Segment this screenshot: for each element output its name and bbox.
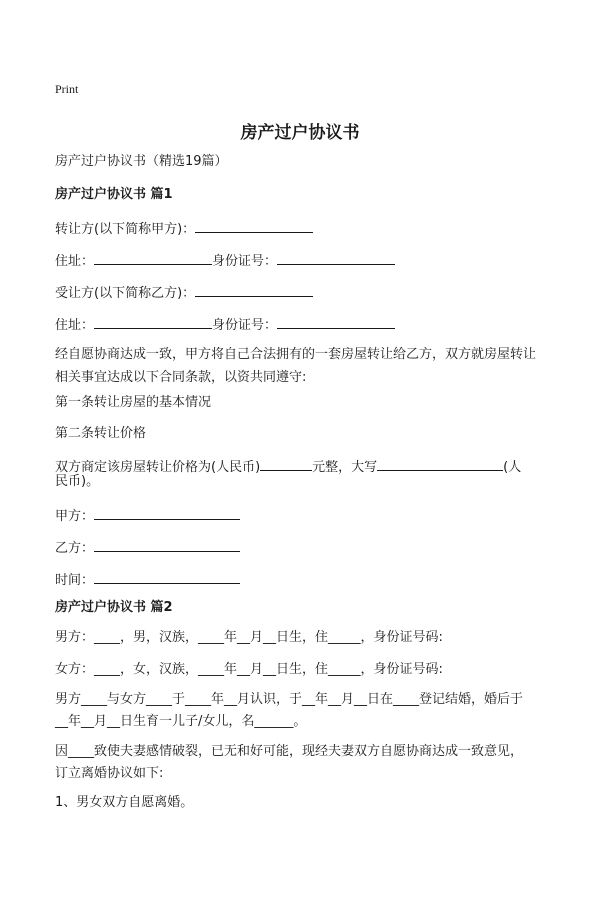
time-label: 时间： bbox=[55, 573, 95, 588]
transferor-blank bbox=[195, 218, 313, 233]
price-line-cont: 民币)。 bbox=[55, 474, 100, 489]
transferor-label: 转让方(以下简称甲方)： bbox=[55, 222, 196, 237]
print-label[interactable]: Print bbox=[55, 82, 79, 96]
article-2: 第二条转让价格 bbox=[55, 426, 147, 441]
id-b-label: 身份证号： bbox=[212, 318, 278, 333]
id-a-blank bbox=[277, 250, 395, 265]
transferee-label: 受让方(以下简称乙方)： bbox=[55, 286, 196, 301]
transferee-line bbox=[55, 282, 313, 304]
price-number-blank bbox=[260, 456, 312, 471]
price-unit: 元整，大写 bbox=[312, 460, 378, 475]
id-a-label: 身份证号： bbox=[212, 254, 278, 269]
party-a-blank bbox=[94, 505, 240, 520]
male-line: 男方：____，男，汉族，____年__月__日生，住_____，身份证号码: bbox=[55, 630, 443, 645]
address-a-blank bbox=[94, 250, 212, 265]
price-label: 双方商定该房屋转让价格为(人民币) bbox=[55, 460, 261, 475]
party-a-label: 甲方： bbox=[55, 509, 95, 524]
price-open: (人 bbox=[503, 460, 522, 475]
document-title: 房产过户协议书 bbox=[240, 123, 360, 143]
section-1-heading: 房产过户协议书 篇1 bbox=[55, 187, 173, 202]
article-1: 第一条转让房屋的基本情况 bbox=[55, 395, 212, 410]
time-blank bbox=[94, 569, 240, 584]
price-line bbox=[55, 456, 521, 478]
female-line: 女方：____，女，汉族，____年__月__日生，住_____，身份证号码: bbox=[55, 662, 443, 677]
document-subtitle: 房产过户协议书（精选19篇） bbox=[55, 154, 228, 169]
address-a-line bbox=[55, 250, 395, 272]
party-a-line bbox=[55, 505, 240, 527]
address-b-line bbox=[55, 314, 395, 336]
reason-line-1: 因____致使夫妻感情破裂，已无和好可能，现经夫妻双方自愿协商达成一致意见， bbox=[55, 744, 524, 759]
section-2-heading: 房产过户协议书 篇2 bbox=[55, 600, 173, 615]
address-b-blank bbox=[94, 314, 212, 329]
transferee-blank bbox=[195, 282, 313, 297]
transferor-line bbox=[55, 218, 313, 240]
id-b-blank bbox=[277, 314, 395, 329]
address-a-label: 住址： bbox=[55, 254, 95, 269]
price-words-blank bbox=[377, 456, 503, 471]
party-b-line bbox=[55, 537, 240, 559]
item-1: 1、男女双方自愿离婚。 bbox=[55, 795, 194, 810]
address-b-label: 住址： bbox=[55, 318, 95, 333]
marriage-line-1: 男方____与女方____于____年__月认识，于__年__月__日在____登记结婚，婚后于 bbox=[55, 692, 524, 707]
party-b-label: 乙方： bbox=[55, 541, 95, 556]
reason-line-2: 订立离婚协议如下: bbox=[55, 766, 164, 781]
party-b-blank bbox=[94, 537, 240, 552]
time-line bbox=[55, 569, 240, 591]
marriage-line-2: __年__月__日生育一儿子/女儿，名______。 bbox=[55, 714, 307, 729]
intro-paragraph: 经自愿协商达成一致，甲方将自己合法拥有的一套房屋转让给乙方，双方就房屋转让相关事宜达成以下合同条款，以资共同遵守: bbox=[55, 347, 537, 385]
